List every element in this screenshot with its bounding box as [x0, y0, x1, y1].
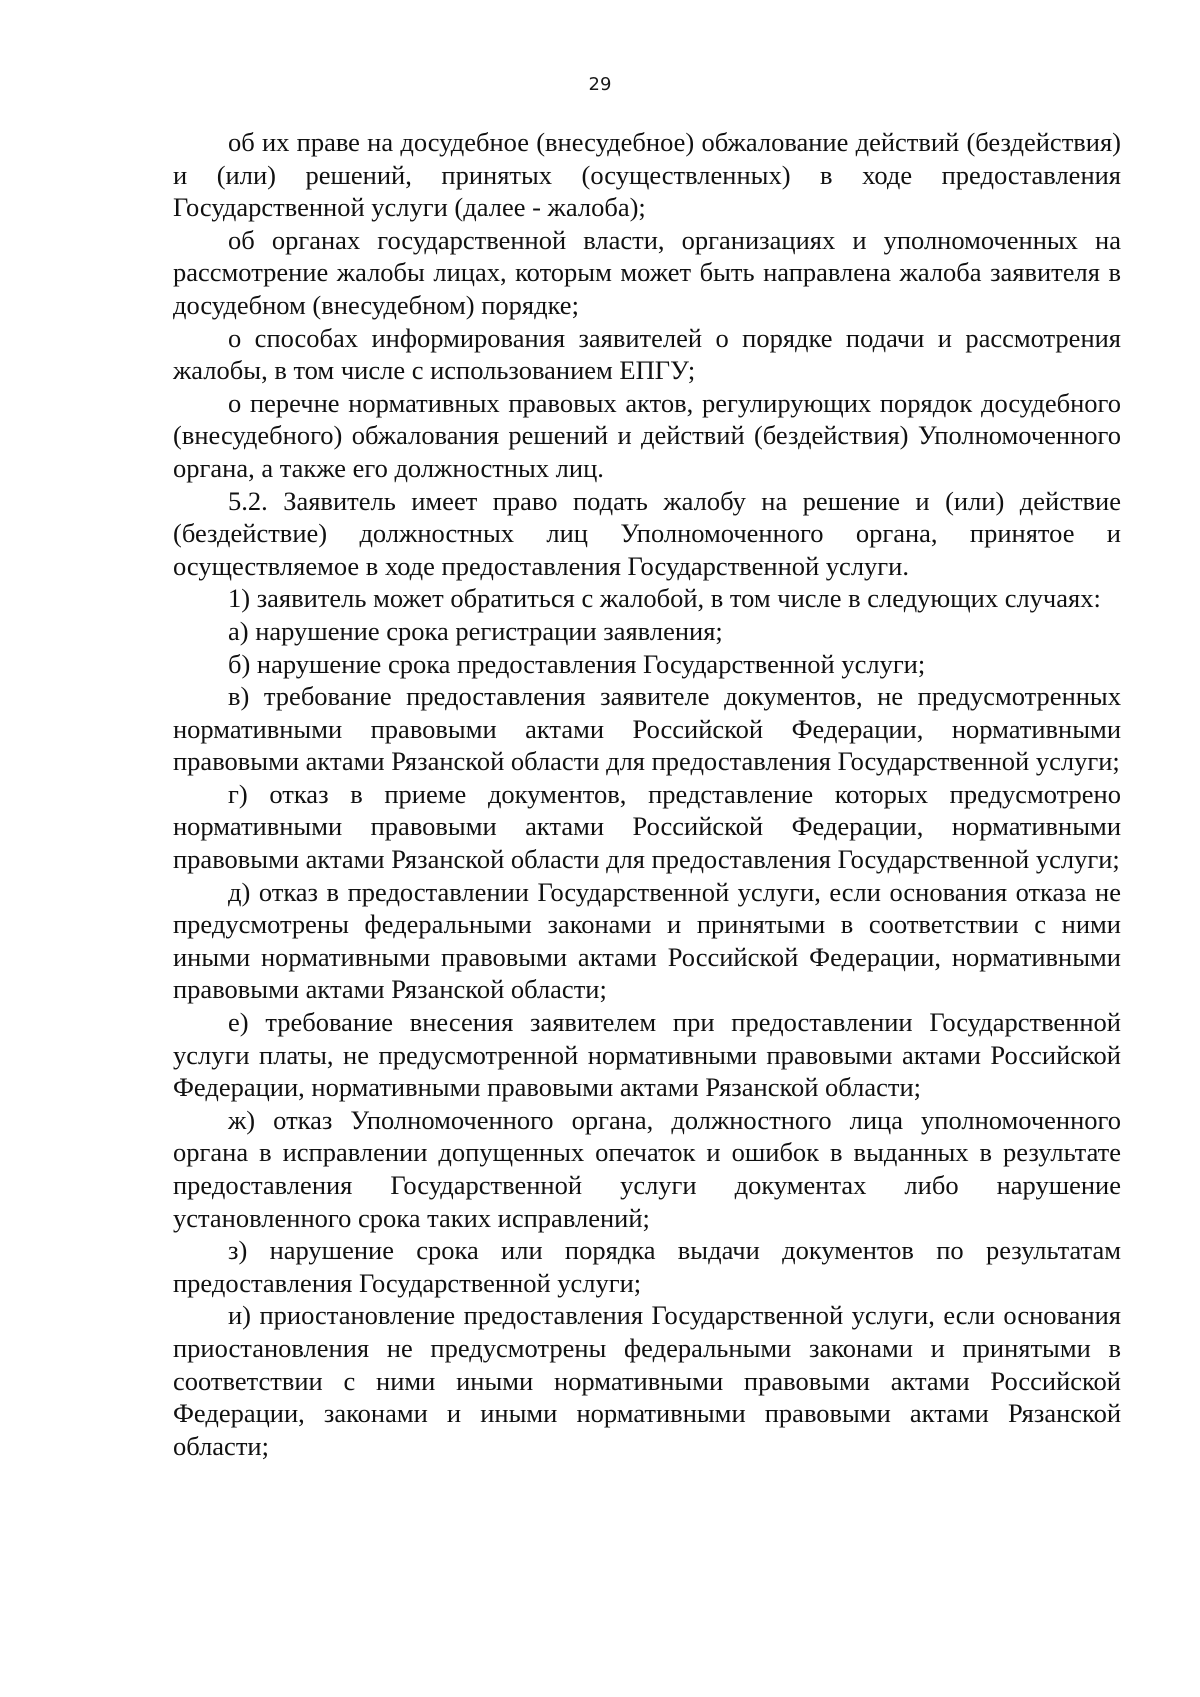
paragraph-item-1: 1) заявитель может обратиться с жалобой, в том числе в следующих случаях:	[228, 583, 1101, 614]
paragraph-appeal-right: об их праве на досудебное (внесудебное) обжалование действий (бездействия) и (или) решений, принятых (осуществленных) в ходе предоставления Государственной услуги (далее - жалоба);	[173, 127, 1121, 223]
paragraph-item-e: е) требование внесения заявителем при предоставлении Государственной услуги платы, не предусмотренной нормативными правовыми актами Российской Федерации, нормативными правовыми актами Рязанской области;	[173, 1007, 1121, 1103]
paragraph-authorities: об органах государственной власти, организациях и уполномоченных на рассмотрение жалобы лицах, которым может быть направлена жалоба заявителя в досудебном (внесудебном) порядке;	[173, 224, 1121, 320]
paragraph-item-i: и) приостановление предоставления Государственной услуги, если основания приостановления не предусмотрены федеральными законами и принятыми в соответствии с ними иными нормативными правовыми актами Российской Федерации, законами и иными нормативными правовыми актами Рязанской области;	[173, 1300, 1121, 1461]
paragraph-5-2: 5.2. Заявитель имеет право подать жалобу на решение и (или) действие (бездействие) должностных лиц Уполномоченного органа, принятое и осуществляемое в ходе предоставления Государственной услуги.	[173, 485, 1121, 581]
paragraph-item-b: б) нарушение срока предоставления Государственной услуги;	[228, 648, 926, 679]
paragraph-informing-methods: о способах информирования заявителей о порядке подачи и рассмотрения жалобы, в том числе с использованием ЕПГУ;	[173, 322, 1121, 386]
paragraph-item-zh: ж) отказ Уполномоченного органа, должностного лица уполномоченного органа в исправлении допущенных опечаток и ошибок в выданных в результате предоставления Государственной услуги документах либо нарушение установленного срока таких исправлений;	[173, 1104, 1121, 1233]
paragraph-item-d: д) отказ в предоставлении Государственной услуги, если основания отказа не предусмотрены федеральными законами и принятыми в соответствии с ними иными нормативными правовыми актами Российской Федерации, нормативными правовыми актами Рязанской области;	[173, 876, 1121, 1005]
page-number: 29	[588, 74, 612, 95]
paragraph-item-g: г) отказ в приеме документов, представление которых предусмотрено нормативными правовыми актами Российской Федерации, нормативными правовыми актами Рязанской области для предоставления Государственной услуги;	[173, 778, 1121, 875]
document-body	[173, 126, 1121, 1462]
paragraph-item-a: а) нарушение срока регистрации заявления;	[228, 615, 723, 646]
paragraph-item-z: з) нарушение срока или порядка выдачи документов по результатам предоставления Государственной услуги;	[173, 1235, 1121, 1298]
paragraph-item-v: в) требование предоставления заявителе документов, не предусмотренных нормативными правовыми актами Российской Федерации, нормативными правовыми актами Рязанской области для предоставления Государственной услуги;	[173, 681, 1121, 777]
paragraph-legal-acts-list: о перечне нормативных правовых актов, регулирующих порядок досудебного (внесудебного) обжалования решений и действий (бездействия) Уполномоченного органа, а также его должностных лиц.	[173, 387, 1121, 483]
